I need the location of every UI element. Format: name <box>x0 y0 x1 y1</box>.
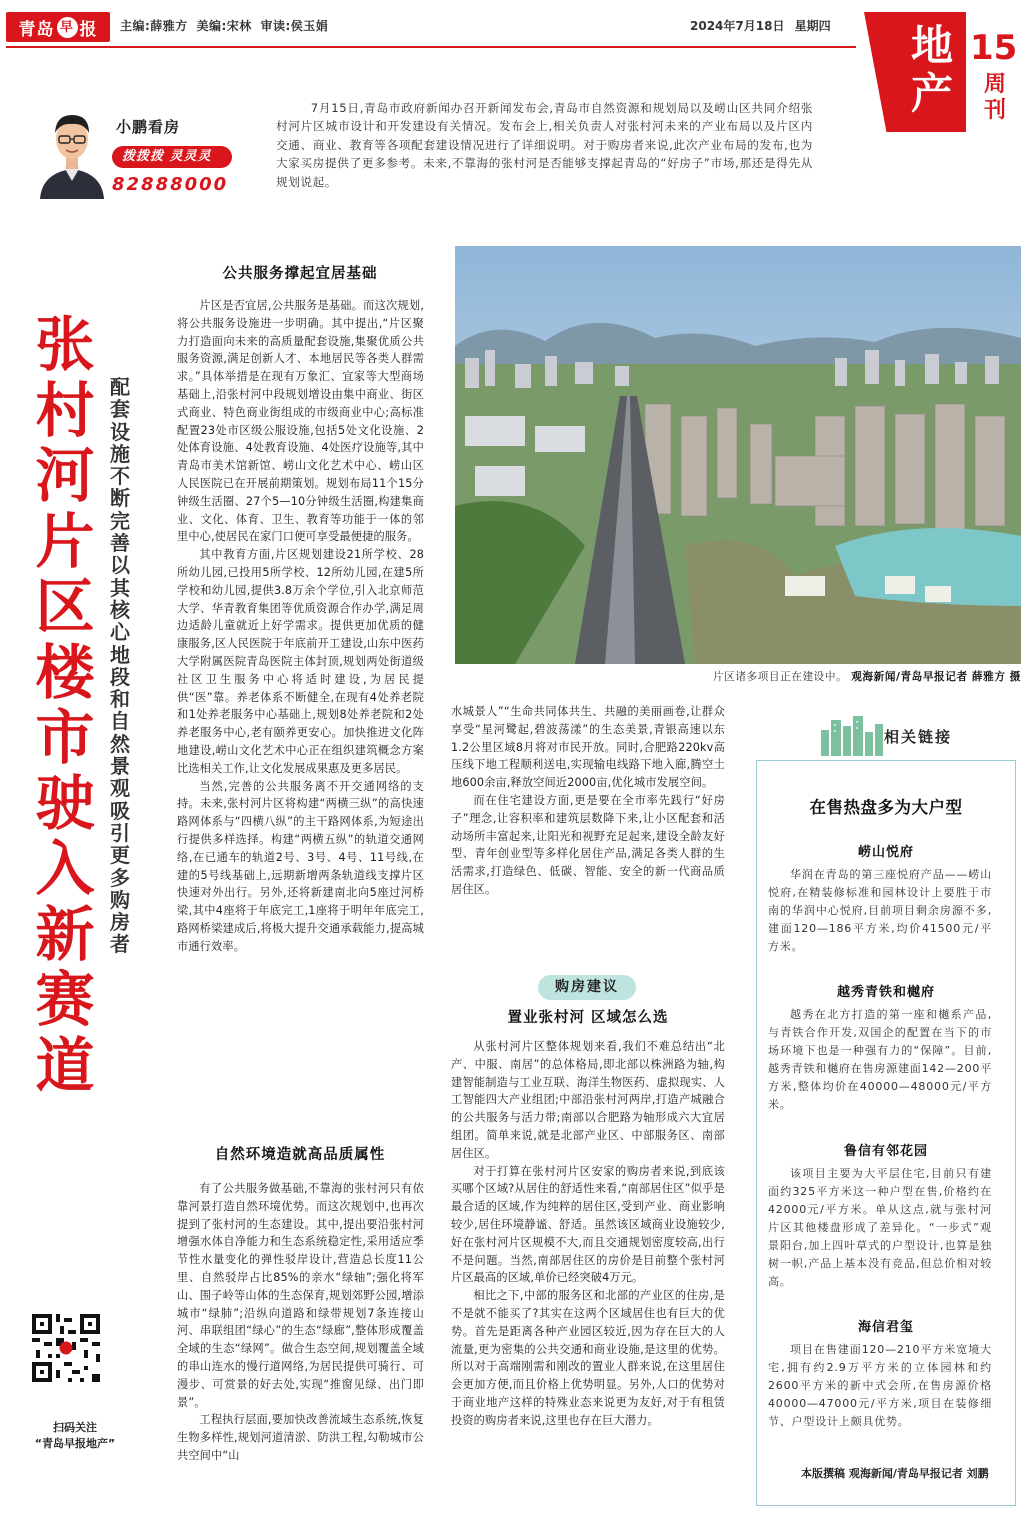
article-column-middle-2 <box>451 1038 725 1430</box>
sub-headline: 配套设施不断完善 以其核心地段和自然景观吸引更多购房者 <box>110 375 130 957</box>
paragraph: 当然,完善的公共服务离不开交通网络的支持。未来,张村河片区将构建“两横三纵”的高快速路网体系与“四横八纵”的主干路网体系,为短途出行提供多样选择。构建“两横五纵”的轨道交通网络,在已通车的轨道2号、3号、4号、11号线,在建的5号线基础上,远期新增两条轨道线支撑片区快速对外出行。另外,还将新建南北向5座过河桥梁,其中4座将于年底完工,1座将于明年年底完工,路网桥梁建成后,将极大提升交通承载能力,提高城市通行效率。 <box>177 779 424 953</box>
construction-photo <box>455 246 1021 664</box>
buying-advice-tag: 购房建议 <box>538 975 636 1000</box>
author-byline: 本版撰稿 观海新闻/青岛早报记者 刘鹏 <box>801 1467 989 1480</box>
column-name: 小鹏看房 <box>116 118 181 136</box>
article-column-left-2 <box>177 1180 424 1465</box>
project-description: 项目在售建面120—210平方米宽境大宅,拥有约2.9万平方米的立体园林和约2600平方米的新中式会所,在售房源价格40000—47000元/平方米,项目在装修细节、户型设计上颇具优势。 <box>768 1343 992 1428</box>
section-heading-buying: 置业张村河 区域怎么选 <box>507 1010 669 1026</box>
project-name: 海信君玺 <box>857 1320 914 1335</box>
paragraph: 片区是否宜居,公共服务是基础。而这次规划,将公共服务设施进一步明确。其中提出,“片区聚力打造面向未来的高质量配套设施,集聚优质公共服务资源,满足创新人才、本地居民等各类人群需求。”具体举措是在现有万象汇、宜家等大型商场基础上,沿张村河中段规划增设由集中商业、街区式商业、特色商业街组成的市级商业中心;高标准配置23处市区级公服设施,包括5处文化设施、2处体育设施、4处教育设施、4处医疗设施等,其中青岛市美术馆新馆、崂山文化艺术中心、崂山区人民医院已在开展前期策划。规划布局11个15分钟级生活圈、27个5—10分钟级生活圈,构建集商业、文化、体育、卫生、教育等功能于一体的邻里中心,使居民在家门口便可享受最便捷的服务。 <box>177 299 424 544</box>
masthead-text-2: 报 <box>79 19 98 40</box>
editor-credits: 主编:薛雅方 美编:宋林 审读:侯玉娟 <box>120 19 329 33</box>
section-heading-environment: 自然环境造就高品质属性 <box>214 1147 386 1163</box>
hotline-phone: 82888000 <box>112 174 229 195</box>
paragraph: 而在住宅建设方面,更是要在全市率先践行“好房子”理念,让容积率和建筑层数降下来,让小区配套和活动场所丰富起来,让阳光和视野充足起来,建设全龄友好型、青年创业型等多样化居住产品,满足各类人群的生活需求,打造绿色、低碳、智能、安全的新一代商品质居住区。 <box>451 793 725 896</box>
intro-paragraph: 7月15日,青岛市政府新闻办召开新闻发布会,青岛市自然资源和规划局以及崂山区共同介绍张村河片区城市设计和开发建设有关情况。发布会上,相关负责人对张村河未来的产业布局以及片区内交通、商业、教育等各项配套建设情况进行了详细说明。对于购房者来说,此次产业布局的发布,也为大家买房提供了更多参考。未来,不靠海的张村河是否能够支撑起青岛的“好房子”市场,那还是得先从规划说起。 <box>276 101 813 189</box>
masthead-circle: 早 <box>57 17 78 38</box>
caption-text: 片区诸多项目正在建设中。 <box>712 671 848 683</box>
section-name: 地产 <box>910 21 953 118</box>
masthead-text: 青岛 <box>18 19 55 40</box>
project-description: 该项目主要为大平层住宅,目前只有建面约325平方米这一种户型在售,价格约在42000元/平方米。单从这点,就与张村河片区其他楼盘形成了差异化。“一步式”观景阳台,加上四叶草式的户型设计,也算是独树一帜,产品上基本没有竞品,但总价相对较高。 <box>768 1167 992 1288</box>
section-heading-public-services: 公共服务撑起宜居基础 <box>222 266 378 282</box>
newspaper-masthead <box>6 12 110 42</box>
page-number: 15 <box>970 28 1018 68</box>
hotline-label: 拨拨拨 灵灵灵 <box>112 146 232 168</box>
paragraph: 从张村河片区整体规划来看,我们不难总结出“北产、中服、南居”的总体格局,即北部以株洲路为轴,构建智能制造与工业互联、海洋生物医药、虚拟现实、人工智能四大产业组团;中部沿张村河两岸,打造产城融合的公共服务与活力带;南部以合肥路为轴形成六大宜居组团。简单来说,就是北部产业区、中部服务区、南部居住区。 <box>451 1040 725 1160</box>
photo-caption <box>455 669 1021 684</box>
qr-caption-line1: 扫码关注 <box>53 1421 97 1434</box>
qr-code[interactable] <box>32 1314 100 1382</box>
paragraph: 有了公共服务做基础,不靠海的张村河只有依靠河景打造自然环境优势。而这次规划中,也再次提到了张村河的生态建设。其中,提出要沿张村河增强水体自净能力和生态系统稳定性,采用适应季节性水量变化的弹性驳岸设计,营造总长度11公里、自然驳岸占比85%的亲水“绿轴”;强化将军山、围子岭等山体的生态保育,规划郊野公园,增添城市“绿肺”;沿纵向道路和绿带规划7条连接山河、串联组团“绿心”的生态“绿廊”,整体形成覆盖全域的生态“绿网”。做合生态空间,规划覆盖全域的串山连水的慢行道网络,为居民提供可骑行、可漫步、可赏景的好去处,实现“推窗见绿、出门即景”。 <box>177 1182 424 1409</box>
related-links-header: 相关链接 <box>884 728 953 746</box>
paragraph: 水城景人”“生命共同体共生、共融的美丽画卷,让群众享受“星河鹭起,碧波荡漾”的生态美景,青银高速以东1.2公里区域8月将对市民开放。同时,合肥路220kv高压线下地工程顺利送电,实现输电线路下地入廊,腾空土地600余亩,释放空间近2000亩,优化城市发展空间。 <box>451 705 725 790</box>
qr-caption <box>20 1420 130 1452</box>
project-name: 越秀青铁和樾府 <box>836 985 935 1000</box>
paragraph: 相比之下,中部的服务区和北部的产业区的住房,是不是就不能买了?其实在这两个区域居住也有巨大的优势。首先是距离各种产业园区较近,因为存在巨大的人流量,更为密集的公共交通和商业设施,是这里的优势。所以对于高端刚需和刚改的置业人群来说,在这里居住会更加方便,而且价格上优势明显。另外,人口的优势对于商业地产这样的特殊业态来说更为友好,对于有租赁投资的购房者来说,这里也存在巨大潜力。 <box>451 1289 725 1427</box>
main-headline: 张村河片区楼市驶入新赛道 <box>35 310 95 1100</box>
related-links-title: 在售热盘多为大户型 <box>809 798 963 817</box>
qr-caption-line2: “青岛早报地产” <box>34 1437 116 1450</box>
caption-credit: 观海新闻/青岛早报记者 薛雅方 摄 <box>851 671 1021 683</box>
project-description: 越秀在北方打造的第一座和樾系产品,与青铁合作开发,双国企的配置在当下的市场环境下也是一种强有力的“保障”。目前,越秀青铁和樾府在售房源建面142—200平方米,整体均价在40000—48000元/平方米。 <box>768 1008 992 1111</box>
paragraph: 其中教育方面,片区规划建设21所学校、28所幼儿园,已投用5所学校、12所幼儿园,在建5所学校和幼儿园,提供3.8万余个学位,引入北京师范大学、华青教育集团等优质资源合作办学,满足周边适龄儿童就近上好学需求。提供更加优质的健康服务,区人民医院于年底前开工建设,山东中医药大学附属医院青岛医院主体封顶,规划两处街道级社区卫生服务中心将适时建设,为居民提供“医”靠。养老体系不断健全,在现有4处养老院和1处养老服务中心基础上,规划8处养老院和2处养老服务中心,老有颐养更安心。加快推进文化阵地建设,崂山文化艺术中心正在组织建筑概念方案比选相关工作,让文化发展成果惠及更多居民。 <box>177 548 424 775</box>
project-description: 华润在青岛的第三座悦府产品——崂山悦府,在精装修标准和园林设计上要胜于市南的华润中心悦府,目前项目剩余房源不多,建面120—186平方米,均价41500元/平方米。 <box>768 868 992 953</box>
weekly-label: 周刊 <box>984 72 1007 123</box>
issue-date: 2024年7月18日 星期四 <box>690 19 831 33</box>
columnist-avatar <box>38 103 106 199</box>
project-name: 鲁信有邻花园 <box>843 1144 928 1159</box>
paragraph: 对于打算在张村河片区安家的购房者来说,到底该买哪个区域?从居住的舒适性来看,“南部居住区”似乎是最合适的区域,作为纯粹的居住区,受到产业、商业影响较少,居住环境静谧、舒适。虽然该区域商业设施较少,好在张村河片区规模不大,而且交通规划密度较高,出行不是问题。当然,南部居住区的房价是目前整个张村河片区最高的区域,单价已经突破4万元。 <box>451 1164 725 1285</box>
header-rule <box>6 46 856 48</box>
paragraph: 工程执行层面,要加快改善流域生态系统,恢复生物多样性,规划河道清淤、防洪工程,勾勒城市公共空间中“山 <box>177 1413 424 1462</box>
project-name: 崂山悦府 <box>857 845 914 860</box>
article-column-middle <box>451 703 725 899</box>
article-column-left <box>177 297 424 955</box>
section-tag <box>858 0 1024 132</box>
